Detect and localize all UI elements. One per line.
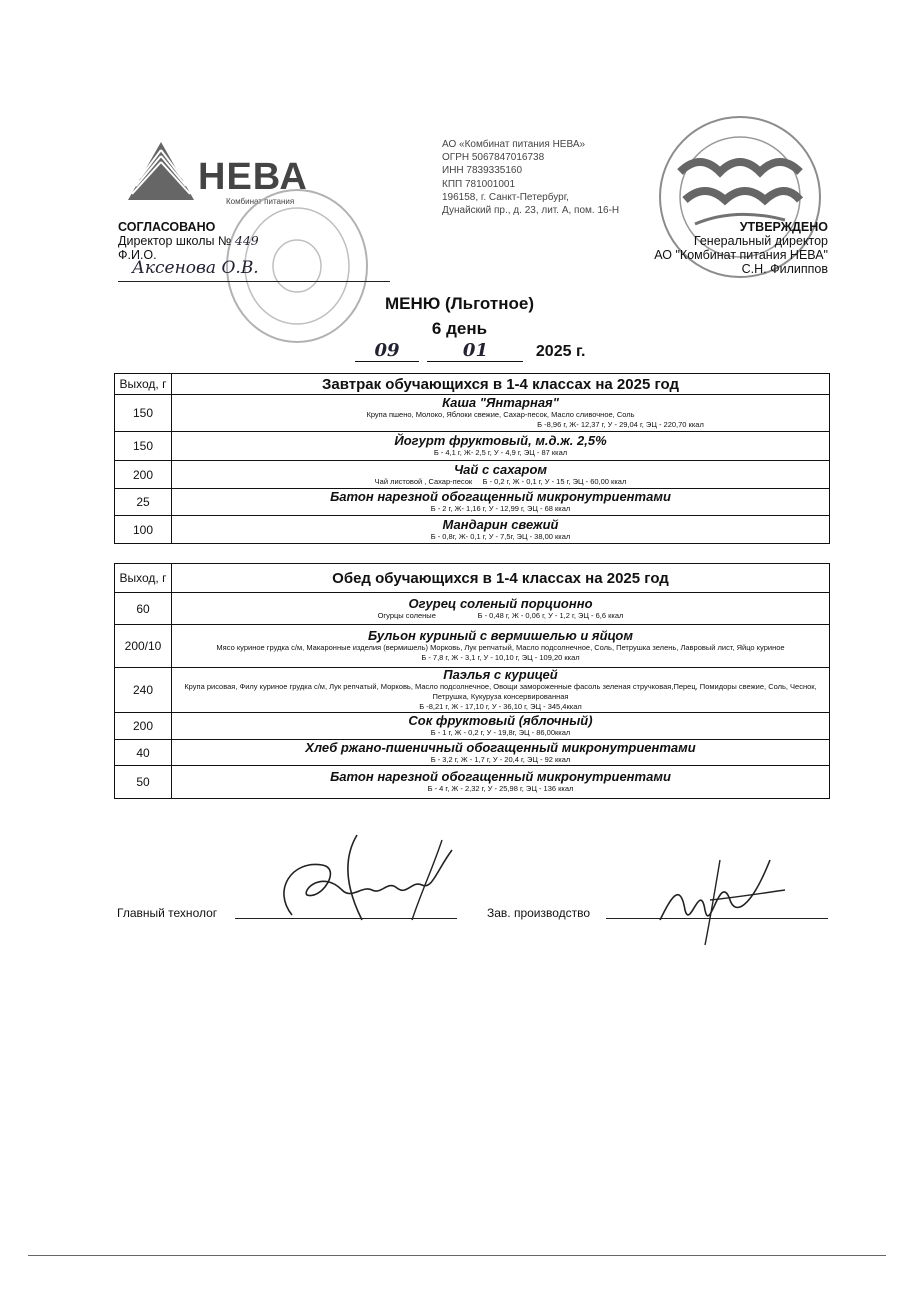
output-header: Выход, г: [115, 374, 172, 395]
dish-details: [172, 477, 829, 487]
dish-cell: [172, 625, 830, 668]
signature-underline: [118, 281, 390, 282]
company-details: [442, 138, 619, 217]
director-signature-name: Аксенова О.В.: [132, 258, 259, 278]
dish-ingredients: Огурцы соленые: [377, 610, 436, 620]
dish-cell: [172, 740, 830, 766]
breakfast-title: Завтрак обучающихся в 1-4 классах на 2025 год: [172, 374, 830, 395]
dish-name: Батон нарезной обогащенный микронутриентами: [330, 489, 671, 504]
output-cell: 100: [115, 516, 172, 544]
table-row: [115, 713, 830, 740]
dish-cell: [172, 461, 830, 489]
dish-nutrition: Б - 4,1 г, Ж- 2,5 г, У - 4,9 г, ЭЦ - 87 ккал: [433, 448, 568, 457]
dish-name: Сок фруктовый (яблочный): [408, 713, 593, 728]
dish-ingredients: Крупа рисовая, Филу куриное грудка с/м, Лук репчатый, Морковь, Масло подсолнечное, Овощи замороженные фасоль зеленая стручковая,Перец, Помидоры свежие, Соль, Чеснок, Петрушка, Кукуруза консервированная: [184, 682, 817, 701]
company-line: ОГРН 5067847016738: [442, 152, 545, 164]
dish-name: Паэлья с курицей: [443, 667, 558, 682]
approved-company: АО "Комбинат питания НЕВА": [654, 248, 828, 262]
dish-nutrition: Б - 3,2 г, Ж - 1,7 г, У - 20,4 г, ЭЦ - 92 ккал: [430, 754, 571, 764]
output-cell: 150: [115, 395, 172, 432]
table-row: [115, 593, 830, 625]
table-row: [115, 668, 830, 713]
dish-name: Батон нарезной обогащенный микронутриентами: [330, 769, 671, 784]
dish-cell: [172, 516, 830, 544]
dish-cell: [172, 668, 830, 713]
chief-technologist-label: Главный технолог: [117, 906, 218, 920]
output-cell: 60: [115, 593, 172, 625]
date-day: 09: [355, 340, 419, 362]
director-label: Директор школы №: [118, 234, 232, 248]
dish-name: Каша "Янтарная": [442, 395, 559, 410]
dish-ingredients: Чай листовой , Сахар-песок: [374, 476, 473, 486]
dish-cell: [172, 713, 830, 740]
dish-cell: [172, 489, 830, 516]
company-line: 196158, г. Санкт-Петербург,: [442, 191, 569, 203]
dish-name: Йогурт фруктовый, м.д.ж. 2,5%: [394, 433, 607, 448]
company-line: КПП 781001001: [442, 178, 516, 190]
table-row: [115, 516, 830, 544]
output-cell: 240: [115, 668, 172, 713]
table-row: [115, 740, 830, 766]
menu-day: 6 день: [431, 319, 488, 338]
company-line: АО «Комбинат питания НЕВА»: [442, 139, 586, 150]
dish-name: Хлеб ржано-пшеничный обогащенный микронутриентами: [305, 739, 696, 755]
dish-name: Огурец соленый порционно: [408, 595, 593, 611]
dish-nutrition: Б - 1 г, Ж - 0,2 г, У - 19,8г, ЭЦ - 86,00ккал: [430, 728, 571, 737]
agreed-director-line: [118, 234, 259, 248]
dish-nutrition: Б -8,96 г, Ж- 12,37 г, У - 29,04 г, ЭЦ - 220,70 ккал: [537, 420, 704, 429]
agreed-block: [118, 220, 259, 262]
output-cell: 200: [115, 713, 172, 740]
production-head-label: Зав. производство: [487, 906, 591, 920]
dish-nutrition: Б - 0,48 г, Ж - 0,06 г, У - 1,2 г, ЭЦ - 6,6 ккал: [477, 610, 624, 620]
production-head-signature-icon: [650, 840, 790, 950]
dish-name: Бульон куриный с вермишелью и яйцом: [368, 628, 633, 643]
breakfast-table: [114, 373, 830, 544]
table-row: [115, 489, 830, 516]
dish-ingredients: Мясо куриное грудка с/м, Макаронные изделия (вермишель) Морковь, Лук репчатый, Масло подсолнечное, Соль, Петрушка зелень, Лавровый лист, Яйцо куриное: [216, 643, 785, 652]
table-header-row: [115, 564, 830, 593]
dish-nutrition: Б - 7,8 г, Ж - 3,1 г, У - 10,10 г, ЭЦ - 109,20 ккал: [421, 653, 580, 662]
page-bottom-rule: [28, 1255, 886, 1256]
dish-nutrition: Б - 4 г, Ж - 2,32 г, У - 25,98 г, ЭЦ - 136 ккал: [427, 784, 574, 793]
output-cell: 25: [115, 489, 172, 516]
menu-date: [355, 340, 585, 362]
school-number: 449: [234, 233, 259, 248]
date-month: 01: [427, 340, 523, 362]
dish-cell: [172, 766, 830, 799]
dish-cell: [172, 395, 830, 432]
output-cell: 200/10: [115, 625, 172, 668]
approved-block: [654, 220, 828, 276]
approved-person: С.Н. Филиппов: [741, 262, 828, 276]
agreed-title: СОГЛАСОВАНО: [118, 220, 216, 234]
output-cell: 200: [115, 461, 172, 489]
table-row: [115, 432, 830, 461]
company-line: Дунайский пр., д. 23, лит. А, пом. 16-Н: [442, 205, 620, 217]
output-cell: 50: [115, 766, 172, 799]
dish-ingredients: Крупа пшено, Молоко, Яблоки свежие, Сахар-песок, Масло сливочное, Соль: [366, 410, 635, 419]
table-row: [115, 625, 830, 668]
company-line: ИНН 7839335160: [442, 165, 523, 177]
output-header: Выход, г: [115, 564, 172, 593]
lunch-title: Обед обучающихся в 1-4 классах на 2025 год: [172, 564, 830, 593]
dish-nutrition: Б - 2 г, Ж- 1,16 г, У - 12,99 г, ЭЦ - 68 ккал: [430, 504, 571, 513]
logo-wordmark: НЕВА: [198, 156, 308, 198]
dish-nutrition: Б -8,21 г, Ж - 17,10 г, У - 36,10 г, ЭЦ - 345,4ккал: [419, 702, 582, 711]
menu-title: МЕНЮ (Льготное): [385, 294, 534, 313]
dish-name: Мандарин свежий: [442, 516, 559, 532]
agreed-fio-label: Ф.И.О.: [118, 248, 157, 262]
logo-subtitle: Комбинат питания: [226, 197, 295, 206]
table-row: [115, 766, 830, 799]
chief-technologist-signature-icon: [262, 830, 462, 930]
dish-cell: [172, 432, 830, 461]
lunch-table: [114, 563, 830, 799]
table-header-row: [115, 374, 830, 395]
date-year: 2025 г.: [535, 343, 586, 360]
output-cell: 150: [115, 432, 172, 461]
dish-cell: [172, 593, 830, 625]
dish-details: [172, 611, 829, 621]
output-cell: 40: [115, 740, 172, 766]
dish-nutrition: Б - 0,8г, Ж- 0,1 г, У - 7,5г, ЭЦ - 38,00 ккал: [430, 531, 571, 541]
dish-nutrition: Б - 0,2 г, Ж - 0,1 г, У - 15 г, ЭЦ - 60,00 ккал: [482, 476, 627, 486]
approved-position: Генеральный директор: [693, 234, 828, 248]
approved-title: УТВЕРЖДЕНО: [739, 220, 828, 234]
logo-pyramid-icon: [126, 140, 196, 202]
table-row: [115, 395, 830, 432]
dish-name: Чай с сахаром: [453, 461, 548, 477]
table-row: [115, 461, 830, 489]
